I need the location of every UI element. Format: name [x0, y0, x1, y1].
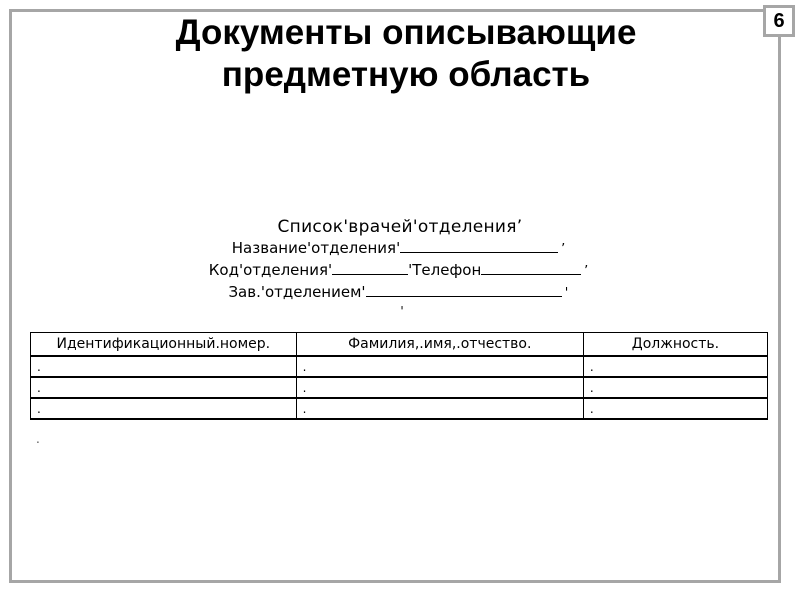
dept-name-label: Название'отделения' [231, 239, 401, 257]
line-end-mark: ’ [584, 264, 589, 279]
header-id: Идентификационный.номер. [31, 333, 297, 357]
phone-label: 'Телефон [408, 261, 482, 279]
slide-title-line-2: предметную область [221, 55, 591, 94]
table-row [31, 398, 768, 419]
form-title: Список'врачей'отделения’ [277, 217, 523, 237]
line-end-mark: ' [564, 286, 569, 301]
table-row [31, 356, 768, 377]
phone-blank [481, 260, 581, 275]
table-cell: . [296, 356, 583, 377]
header-fullname: Фамилия,.имя,.отчество. [296, 333, 583, 357]
table-cell: . [296, 398, 583, 419]
slide-title-line-1: Документы описывающие [175, 13, 637, 52]
doctors-table [30, 332, 768, 420]
dept-code-line [0, 260, 800, 282]
table-cell: . [31, 356, 297, 377]
slide-number: 6 [763, 5, 795, 37]
table-after-mark: . [36, 432, 40, 446]
line-end-mark: ’ [561, 242, 566, 257]
table-cell: . [31, 377, 297, 398]
slide-title [0, 12, 800, 96]
dept-name-blank [400, 238, 558, 253]
para-mark: ' [400, 304, 404, 318]
table-header-row [31, 333, 768, 357]
header-position: Должность. [583, 333, 767, 357]
table-cell: . [31, 398, 297, 419]
head-label: Зав.'отделением' [228, 283, 366, 301]
table-cell: . [583, 377, 767, 398]
head-blank [366, 282, 562, 297]
dept-code-blank [332, 260, 408, 275]
dept-name-line [0, 238, 800, 260]
form-header [0, 216, 800, 318]
table-cell: . [583, 398, 767, 419]
table-cell: . [583, 356, 767, 377]
dept-code-label: Код'отделения' [208, 261, 333, 279]
head-line [0, 282, 800, 304]
table-row [31, 377, 768, 398]
table-cell: . [296, 377, 583, 398]
